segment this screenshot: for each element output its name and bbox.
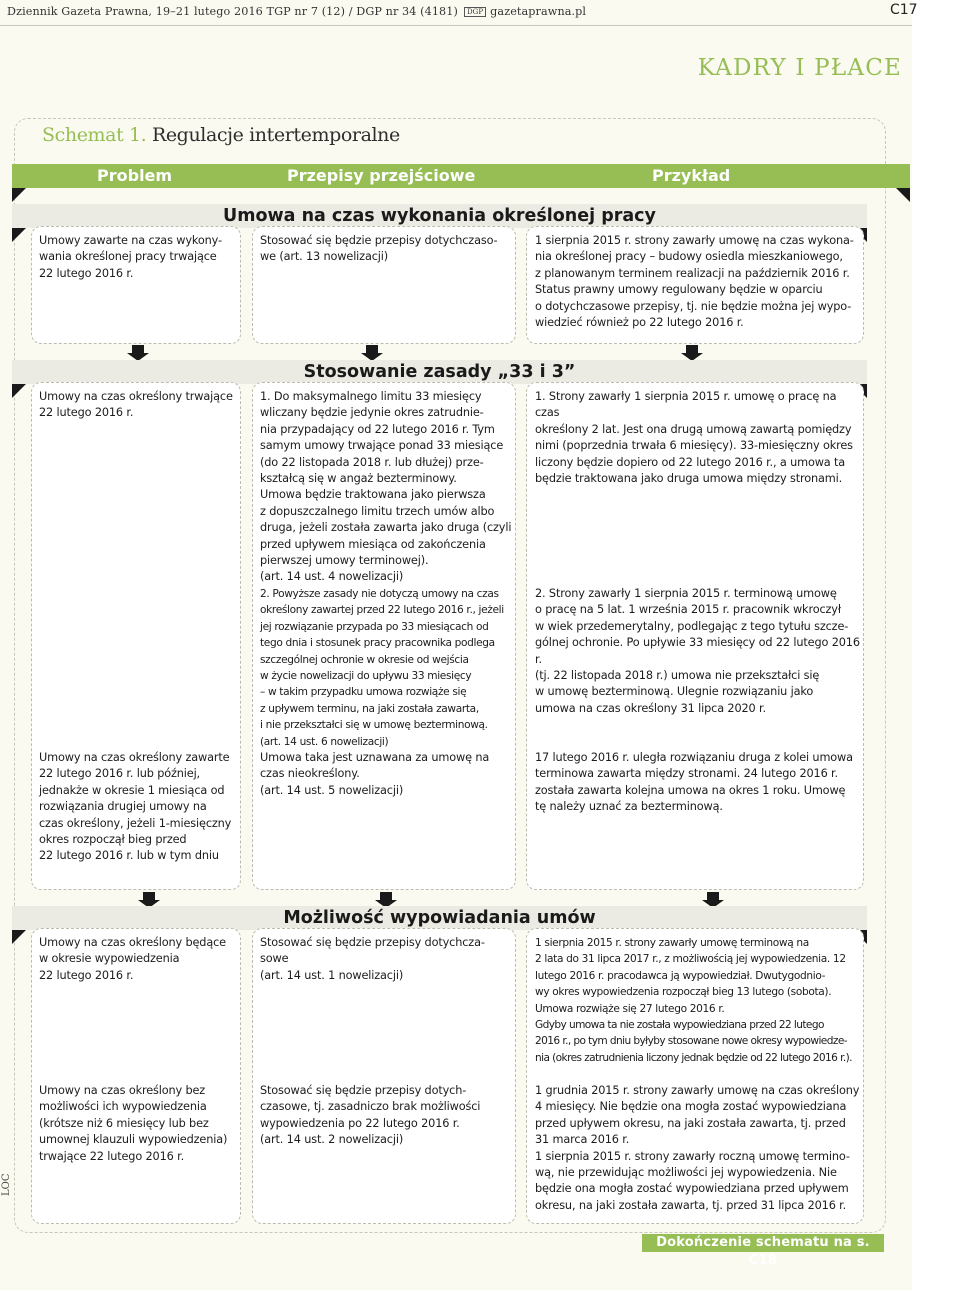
column-header-band xyxy=(12,164,910,188)
continuation-note: Dokończenie schematu na s. C18 xyxy=(642,1234,884,1252)
example-text: 1 sierpnia 2015 r. strony zawarły umowę terminową na 2 lata do 31 lipca 2017 r., z możliwością jej wypowiedzenia. 12 lutego 2016 r. pracodawca ją wypowiedział. Dwutygodnio- wy okres wypowiedzenia rozpoczął bieg 13 lutego (sobota). Umowa rozwiąże się 27 lutego 2016 r. xyxy=(535,937,846,1015)
section-banner-1: Umowa na czas wykonania określonej pracy xyxy=(12,204,867,228)
example-text: Gdyby umowa ta nie została wypowiedziana przed 22 lutego 2016 r., po tym dniu byłyby stosowane nowe okresy wypowiedze- nia (okres zatrudnienia liczony jednak będzie od 22 lutego 2016 r.). xyxy=(535,1019,852,1064)
schema-number: Schemat 1. xyxy=(42,124,147,146)
page-number: C17 xyxy=(890,2,918,18)
problem-cell xyxy=(31,382,241,890)
example-cell xyxy=(526,382,864,890)
column-header-example: Przykład xyxy=(652,166,731,185)
provision-cell xyxy=(252,382,516,890)
column-header-provisions: Przepisy przejściowe xyxy=(287,166,476,185)
example-text: 17 lutego 2016 r. uległa rozwiązaniu druga z kolei umowa terminowa zawarta między stronami. 24 lutego 2016 r. została zawarta kolejna umowa na okres 1 roku. Umowę tę należy uznać za bezterminową. xyxy=(535,751,853,814)
section-banner-3: Możliwość wypowiadania umów xyxy=(12,906,867,930)
provision-text: Stosować się będzie przepisy dotychcza- sowe (art. 14 ust. 1 nowelizacji) xyxy=(260,936,485,982)
provision-cell xyxy=(252,226,516,344)
example-cell xyxy=(526,226,864,344)
problem-text: Umowy na czas określony zawarte 22 lutego 2016 r. lub później, jednakże w okresie 1 miesiąca od rozwiązania drugiej umowy na czas określony, jeżeli 1-miesięczny okres rozpoczął bieg przed 22 lutego 2016 r. lub w tym dniu xyxy=(39,751,232,863)
side-tag: LOC xyxy=(1,1173,12,1196)
provision-text: Stosować się będzie przepisy dotych- czasowe, tj. zasadniczo brak możliwości wypowiedzenia po 22 lutego 2016 r. (art. 14 ust. 2 nowelizacji) xyxy=(260,1084,481,1147)
banner-corner-3 xyxy=(12,930,26,944)
example-text: 2. Strony zawarły 1 sierpnia 2015 r. terminową umowę o pracę na 5 lat. 1 września 2015 r. pracownik wkroczył w wiek przedemerytalny, podlegając z tego tytułu szcze- gólnej ochronie. Po upływie 33 miesięcy od 22 lutego 2016 r. (tj. 22 listopada 2018 r.) umowa nie przekształci się w umowę bezterminową. Ulegnie rozwiązaniu jako umowa na czas określony 31 lipca 2020 r. xyxy=(535,587,860,715)
problem-text: Umowy na czas określony trwające 22 lutego 2016 r. xyxy=(39,390,233,420)
publication-info: Dziennik Gazeta Prawna, 19–21 lutego 2016 TGP nr 7 (12) / DGP nr 34 (4181) xyxy=(7,5,458,18)
banner-corner-1 xyxy=(12,228,26,242)
provision-text: Stosować się będzie przepisy dotychczaso- we (art. 13 nowelizacji) xyxy=(260,234,498,264)
section-title: KADRY I PŁACE xyxy=(697,55,902,81)
example-cell xyxy=(526,928,864,1224)
provision-text: 2. Powyższe zasady nie dotyczą umowy na czas określony zawartej przed 22 lutego 2016 r., jeżeli jej rozwiązanie przypada po 33 miesiącach od tego dnia i stosunek pracy pracownika podlega szczególnej ochronie w okresie od wejścia w życie nowelizacji do upływu 33 miesięcy – w takim przypadku umowa rozwiąże się z upływem terminu, na jaki została zawarta, i nie przekształci się w umowę bezterminową. (art. 14 ust. 6 nowelizacji) xyxy=(260,588,504,748)
provision-text: Umowa taka jest uznawana za umowę na czas nieokreślony. (art. 14 ust. 5 nowelizacji) xyxy=(260,751,490,797)
section-banner-2: Stosowanie zasady „33 i 3” xyxy=(12,360,867,384)
banner-corner-2 xyxy=(12,384,26,398)
problem-text: Umowy na czas określony bez możliwości ich wypowiedzenia (krótsze niż 6 miesięcy lub bez umownej klauzuli wypowiedzenia) trwające 22 lutego 2016 r. xyxy=(39,1084,228,1163)
problem-text: Umowy zawarte na czas wykony- wania określonej pracy trwające 22 lutego 2016 r. xyxy=(39,234,222,280)
example-text: 1 sierpnia 2015 r. strony zawarły umowę na czas wykona- nia określonej pracy – budowy osiedla mieszkaniowego, z planowanym terminem realizacji na październik 2016 r. Status prawny umowy regulowany będzie w oparciu o dotychczasowe przepisy, tj. nie będzie można jej wypo- wiedzieć również po 22 lutego 2016 r. xyxy=(535,234,854,330)
masthead xyxy=(0,0,918,26)
schema-title xyxy=(42,124,400,146)
problem-cell xyxy=(31,226,241,344)
problem-cell xyxy=(31,928,241,1224)
header-corner-left xyxy=(12,188,26,202)
masthead-line xyxy=(7,5,586,18)
provision-cell xyxy=(252,928,516,1224)
problem-text: Umowy na czas określony będące w okresie wypowiedzenia 22 lutego 2016 r. xyxy=(39,936,226,982)
website-link[interactable]: gazetaprawna.pl xyxy=(490,5,587,18)
schema-name: Regulacje intertemporalne xyxy=(151,124,400,146)
header-corner-right xyxy=(896,188,910,202)
provision-text: 1. Do maksymalnego limitu 33 miesięcy wliczany będzie jedynie okres zatrudnie- nia przypadający od 22 lutego 2016 r. Tym samym umowy trwające ponad 33 miesiące (do 22 listopada 2018 r. lub dłużej) prze- kształcą się w angaż bezterminowy. Umowa będzie traktowana jako pierwsza z dopuszczalnego limitu trzech umów albo druga, jeżeli została zawarta jako druga (czyli przed upływem miesiąca od zakończenia pierwszej umowy terminowej). (art. 14 ust. 4 nowelizacji) xyxy=(260,390,512,584)
dgp-logo-icon: DGP xyxy=(464,7,486,17)
column-header-problem: Problem xyxy=(97,166,173,185)
example-text: 1. Strony zawarły 1 sierpnia 2015 r. umowę o pracę na czas określony 2 lat. Jest ona drugą umową zawartą pomiędzy nimi (poprzednia trwała 6 miesięcy). 33-miesięczny okres liczony będzie dopiero od 22 lutego 2016 r., a umowa ta będzie traktowana jako druga umowa między stronami. xyxy=(535,390,853,486)
example-text: 1 grudnia 2015 r. strony zawarły umowę na czas określony 4 miesięcy. Nie będzie ona mogła zostać wypowiedziana przed upływem okresu, na jaki została zawarta, tj. przed 31 marca 2016 r. 1 sierpnia 2015 r. strony zawarły roczną umowę termino- wą, nie przewidując możliwości jej wypowiedzenia. Nie będzie ona mogła zostać wypowiedziana przed upływem okresu, na jaki została zawarta, tj. przed 31 lipca 2016 r. xyxy=(535,1084,860,1212)
